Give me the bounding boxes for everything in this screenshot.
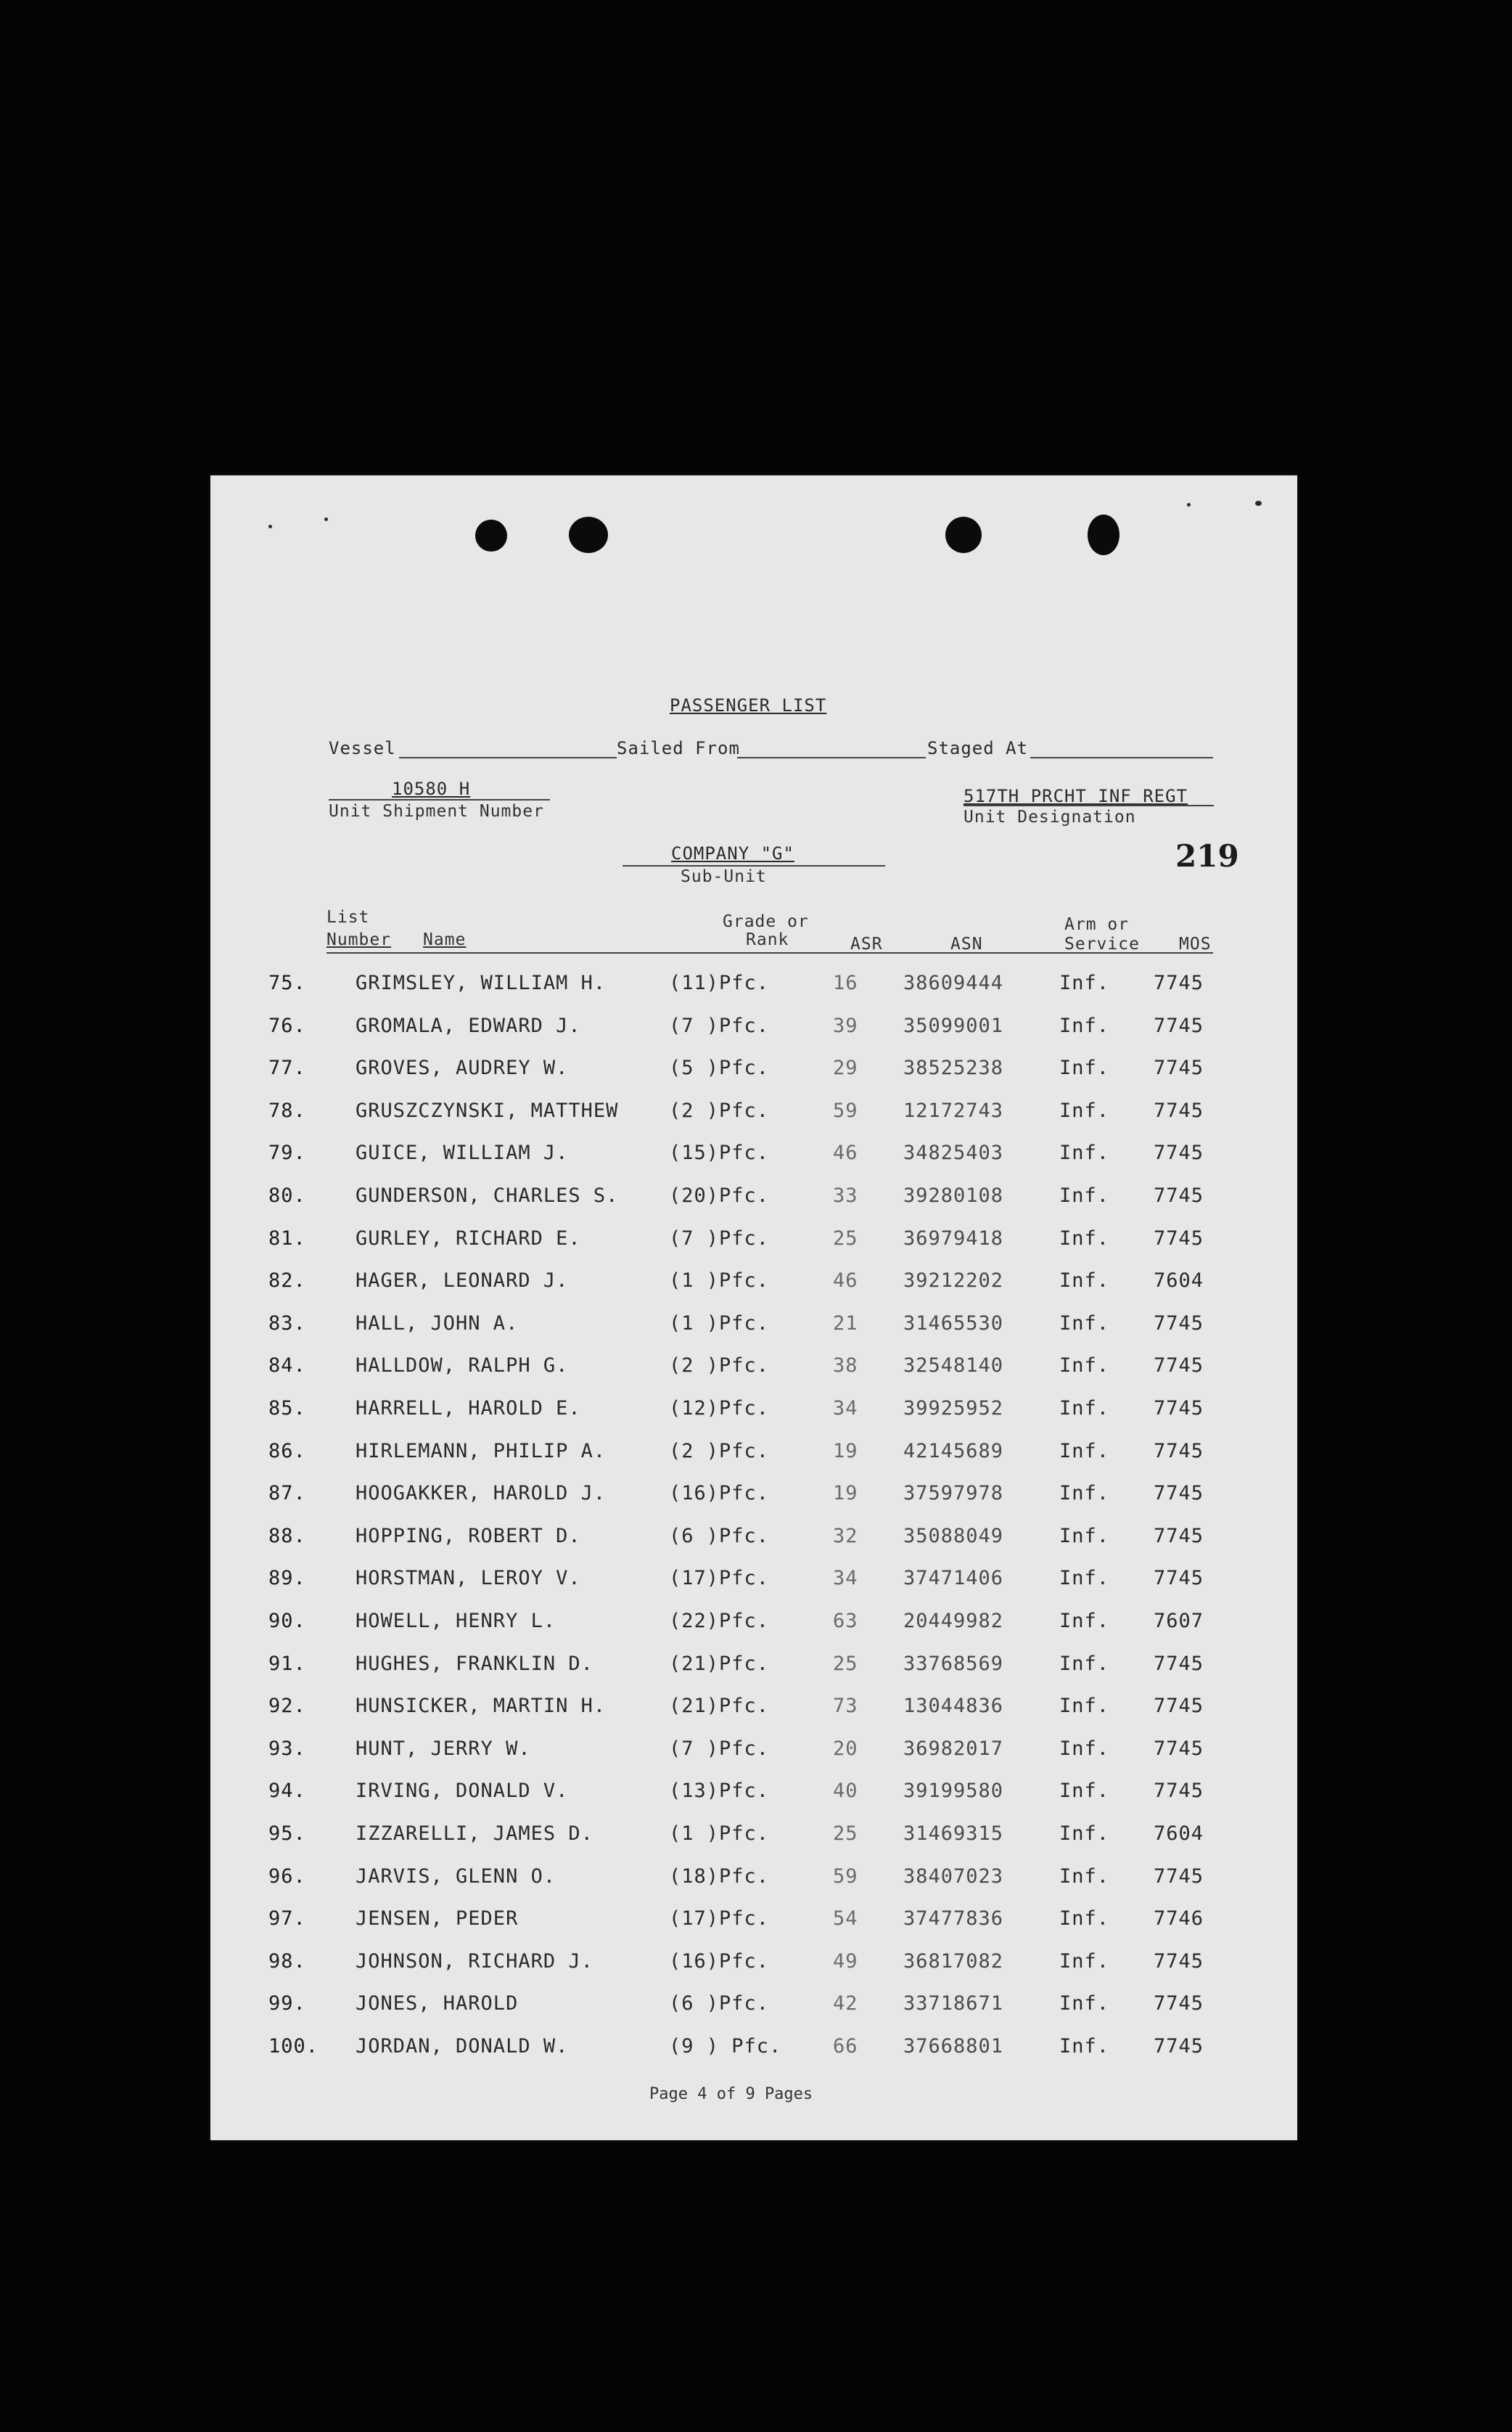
asn-cell: 35099001 (903, 1014, 1004, 1037)
list-number-cell: 81. (268, 1227, 306, 1250)
asn-cell: 38525238 (903, 1057, 1004, 1080)
asr-cell: 40 (833, 1780, 858, 1803)
punch-hole (945, 517, 982, 553)
unit-designation-blank (964, 805, 1214, 806)
asr-cell: 32 (833, 1524, 858, 1547)
list-number-cell: 85. (268, 1397, 306, 1420)
asn-cell: 39925952 (903, 1397, 1004, 1420)
grade-cell: (5 )Pfc. (669, 1057, 770, 1080)
list-number-cell: 91. (268, 1652, 306, 1675)
mos-cell: 7745 (1154, 1949, 1204, 1973)
asr-cell: 46 (833, 1269, 858, 1293)
unit-shipment-label: Unit Shipment Number (329, 802, 544, 821)
table-row (210, 1100, 1297, 1129)
list-number-cell: 100. (268, 2035, 319, 2058)
arm-cell: Inf. (1059, 1439, 1110, 1462)
header-list-number: Number (326, 930, 392, 949)
header-mos: MOS (1179, 935, 1212, 954)
list-number-cell: 82. (268, 1269, 306, 1293)
list-number-cell: 90. (268, 1610, 306, 1632)
list-number-cell: 96. (268, 1864, 306, 1888)
name-cell: JENSEN, PEDER (356, 1907, 519, 1931)
mos-cell: 7745 (1154, 1439, 1204, 1462)
document-title: PASSENGER LIST (670, 695, 827, 716)
mos-cell: 7745 (1154, 1992, 1204, 2015)
list-number-cell: 88. (268, 1524, 306, 1547)
mos-cell: 7745 (1154, 1652, 1204, 1675)
arm-cell: Inf. (1059, 1482, 1110, 1505)
arm-cell: Inf. (1059, 1311, 1110, 1335)
mos-cell: 7745 (1154, 1142, 1204, 1165)
table-row (210, 1695, 1297, 1724)
header-asn: ASN (950, 935, 983, 954)
grade-cell: (12)Pfc. (669, 1397, 770, 1420)
sailed-from-blank (737, 757, 926, 758)
grade-cell: (1 )Pfc. (669, 1311, 770, 1335)
arm-cell: Inf. (1059, 1567, 1110, 1590)
arm-cell: Inf. (1059, 1099, 1110, 1122)
name-cell: JORDAN, DONALD W. (356, 2035, 569, 2058)
table-row (210, 1142, 1297, 1171)
table-row (210, 1227, 1297, 1256)
name-cell: JONES, HAROLD (356, 1992, 519, 2015)
mos-cell: 7745 (1154, 1227, 1204, 1250)
arm-cell: Inf. (1059, 1652, 1110, 1675)
grade-cell: (7 )Pfc. (669, 1227, 770, 1250)
speck (1187, 503, 1191, 507)
name-cell: HUNSICKER, MARTIN H. (356, 1695, 607, 1718)
table-row (210, 972, 1297, 1001)
mos-cell: 7745 (1154, 1864, 1204, 1888)
table-row (210, 1950, 1297, 1979)
name-cell: HARRELL, HAROLD E. (356, 1397, 581, 1420)
asn-cell: 39199580 (903, 1780, 1004, 1803)
sub-unit: COMPANY "G" (671, 843, 794, 864)
asn-cell: 33768569 (903, 1652, 1004, 1675)
punch-hole (1088, 515, 1119, 555)
grade-cell: (21)Pfc. (669, 1695, 770, 1718)
asr-cell: 19 (833, 1482, 858, 1505)
mos-cell: 7746 (1154, 1907, 1204, 1931)
name-cell: HALLDOW, RALPH G. (356, 1354, 569, 1377)
arm-cell: Inf. (1059, 1397, 1110, 1420)
grade-cell: (1 )Pfc. (669, 1269, 770, 1293)
asr-cell: 19 (833, 1439, 858, 1462)
list-number-cell: 75. (268, 972, 306, 994)
arm-cell: Inf. (1059, 1142, 1110, 1165)
mos-cell: 7745 (1154, 1695, 1204, 1718)
name-cell: HAGER, LEONARD J. (356, 1269, 569, 1293)
unit-designation: 517TH PRCHT INF REGT (964, 786, 1188, 806)
grade-cell: (17)Pfc. (669, 1907, 770, 1931)
asn-cell: 38609444 (903, 972, 1004, 994)
mos-cell: 7745 (1154, 1397, 1204, 1420)
asr-cell: 25 (833, 1822, 858, 1845)
asr-cell: 34 (833, 1397, 858, 1420)
table-row (210, 1865, 1297, 1894)
table-row (210, 1184, 1297, 1213)
mos-cell: 7745 (1154, 1014, 1204, 1037)
grade-cell: (7 )Pfc. (669, 1014, 770, 1037)
mos-cell: 7745 (1154, 1354, 1204, 1377)
header-grade-top: Grade or (723, 912, 809, 931)
list-number-cell: 95. (268, 1822, 306, 1845)
name-cell: GRIMSLEY, WILLIAM H. (356, 972, 607, 994)
grade-cell: (1 )Pfc. (669, 1822, 770, 1845)
asn-cell: 31469315 (903, 1822, 1004, 1845)
name-cell: IZZARELLI, JAMES D. (356, 1822, 593, 1845)
arm-cell: Inf. (1059, 1695, 1110, 1718)
arm-cell: Inf. (1059, 1354, 1110, 1377)
grade-cell: (18)Pfc. (669, 1864, 770, 1888)
unit-designation-label: Unit Designation (964, 808, 1136, 827)
mos-cell: 7745 (1154, 1737, 1204, 1760)
table-row (210, 1057, 1297, 1086)
mos-cell: 7745 (1154, 2035, 1204, 2058)
list-number-cell: 89. (268, 1567, 306, 1590)
arm-cell: Inf. (1059, 1610, 1110, 1632)
mos-cell: 7745 (1154, 1482, 1204, 1505)
asr-cell: 38 (833, 1354, 858, 1377)
grade-cell: (2 )Pfc. (669, 1099, 770, 1122)
mos-cell: 7745 (1154, 1099, 1204, 1122)
table-row (210, 1737, 1297, 1766)
list-number-cell: 76. (268, 1014, 306, 1037)
asn-cell: 38407023 (903, 1864, 1004, 1888)
table-row (210, 1397, 1297, 1426)
asn-cell: 31465530 (903, 1311, 1004, 1335)
asn-cell: 37597978 (903, 1482, 1004, 1505)
asr-cell: 59 (833, 1099, 858, 1122)
arm-cell: Inf. (1059, 1014, 1110, 1037)
name-cell: JARVIS, GLENN O. (356, 1864, 556, 1888)
mos-cell: 7607 (1154, 1610, 1204, 1632)
arm-cell: Inf. (1059, 1949, 1110, 1973)
speck (1255, 501, 1262, 506)
mos-cell: 7745 (1154, 1184, 1204, 1207)
asn-cell: 34825403 (903, 1142, 1004, 1165)
list-number-cell: 99. (268, 1992, 306, 2015)
list-number-cell: 84. (268, 1354, 306, 1377)
speck (268, 525, 272, 528)
arm-cell: Inf. (1059, 1737, 1110, 1760)
document-page (210, 475, 1297, 2140)
asr-cell: 66 (833, 2035, 858, 2058)
table-row (210, 1992, 1297, 2021)
mos-cell: 7745 (1154, 1311, 1204, 1335)
asr-cell: 59 (833, 1864, 858, 1888)
asn-cell: 37471406 (903, 1567, 1004, 1590)
asr-cell: 34 (833, 1567, 858, 1590)
table-row (210, 1354, 1297, 1383)
asr-cell: 29 (833, 1057, 858, 1080)
table-row (210, 1015, 1297, 1044)
punch-hole (475, 520, 507, 552)
list-number-cell: 93. (268, 1737, 306, 1760)
grade-cell: (15)Pfc. (669, 1142, 770, 1165)
name-cell: JOHNSON, RICHARD J. (356, 1949, 593, 1973)
list-number-cell: 78. (268, 1099, 306, 1122)
grade-cell: (21)Pfc. (669, 1652, 770, 1675)
name-cell: HALL, JOHN A. (356, 1311, 519, 1335)
table-row (210, 1822, 1297, 1851)
grade-cell: (2 )Pfc. (669, 1354, 770, 1377)
arm-cell: Inf. (1059, 1907, 1110, 1931)
asn-cell: 12172743 (903, 1099, 1004, 1122)
asr-cell: 20 (833, 1737, 858, 1760)
list-number-cell: 77. (268, 1057, 306, 1080)
vessel-label: Vessel (329, 738, 396, 758)
grade-cell: (6 )Pfc. (669, 1992, 770, 2015)
table-row (210, 1780, 1297, 1809)
asr-cell: 63 (833, 1610, 858, 1632)
name-cell: HOWELL, HENRY L. (356, 1610, 556, 1632)
grade-cell: (13)Pfc. (669, 1780, 770, 1803)
name-cell: GRUSZCZYNSKI, MATTHEW (356, 1099, 619, 1122)
page-number-stamp: 219 (1175, 838, 1239, 874)
grade-cell: (7 )Pfc. (669, 1737, 770, 1760)
arm-cell: Inf. (1059, 972, 1110, 994)
asn-cell: 39280108 (903, 1184, 1004, 1207)
unit-shipment-number: 10580 H (392, 779, 471, 799)
arm-cell: Inf. (1059, 1057, 1110, 1080)
table-row (210, 1482, 1297, 1511)
mos-cell: 7745 (1154, 972, 1204, 994)
name-cell: HOPPING, ROBERT D. (356, 1524, 581, 1547)
unit-shipment-blank (329, 799, 550, 801)
grade-cell: (9 ) Pfc. (669, 2035, 782, 2058)
grade-cell: (16)Pfc. (669, 1949, 770, 1973)
table-row (210, 1269, 1297, 1298)
asr-cell: 16 (833, 972, 858, 994)
header-grade: Rank (746, 930, 789, 949)
arm-cell: Inf. (1059, 1269, 1110, 1293)
mos-cell: 7604 (1154, 1269, 1204, 1293)
asn-cell: 32548140 (903, 1354, 1004, 1377)
mos-cell: 7745 (1154, 1524, 1204, 1547)
asr-cell: 39 (833, 1014, 858, 1037)
list-number-cell: 92. (268, 1695, 306, 1718)
staged-at-label: Staged At (927, 738, 1029, 758)
sub-unit-blank (623, 865, 885, 867)
grade-cell: (6 )Pfc. (669, 1524, 770, 1547)
list-number-cell: 80. (268, 1184, 306, 1207)
arm-cell: Inf. (1059, 1822, 1110, 1845)
asr-cell: 25 (833, 1652, 858, 1675)
grade-cell: (16)Pfc. (669, 1482, 770, 1505)
name-cell: HOOGAKKER, HAROLD J. (356, 1482, 607, 1505)
asn-cell: 36817082 (903, 1949, 1004, 1973)
mos-cell: 7604 (1154, 1822, 1204, 1845)
punch-hole (569, 517, 608, 553)
arm-cell: Inf. (1059, 1992, 1110, 2015)
table-row (210, 1312, 1297, 1341)
asr-cell: 54 (833, 1907, 858, 1931)
asn-cell: 33718671 (903, 1992, 1004, 2015)
sub-unit-label: Sub-Unit (681, 867, 767, 886)
asr-cell: 42 (833, 1992, 858, 2015)
list-number-cell: 98. (268, 1949, 306, 1973)
name-cell: GROMALA, EDWARD J. (356, 1014, 581, 1037)
asr-cell: 73 (833, 1695, 858, 1718)
list-number-cell: 86. (268, 1439, 306, 1462)
list-number-cell: 79. (268, 1142, 306, 1165)
name-cell: GUNDERSON, CHARLES S. (356, 1184, 619, 1207)
speck (324, 517, 328, 521)
table-row (210, 1907, 1297, 1936)
asn-cell: 13044836 (903, 1695, 1004, 1718)
asr-cell: 46 (833, 1142, 858, 1165)
table-row (210, 1610, 1297, 1639)
name-cell: GUICE, WILLIAM J. (356, 1142, 569, 1165)
asn-cell: 36982017 (903, 1737, 1004, 1760)
asr-cell: 25 (833, 1227, 858, 1250)
header-arm: Service (1064, 935, 1140, 954)
table-row (210, 2035, 1297, 2064)
name-cell: GURLEY, RICHARD E. (356, 1227, 581, 1250)
grade-cell: (20)Pfc. (669, 1184, 770, 1207)
table-row (210, 1653, 1297, 1682)
list-number-cell: 97. (268, 1907, 306, 1931)
list-number-cell: 94. (268, 1780, 306, 1803)
name-cell: HORSTMAN, LEROY V. (356, 1567, 581, 1590)
arm-cell: Inf. (1059, 1227, 1110, 1250)
asn-cell: 35088049 (903, 1524, 1004, 1547)
asr-cell: 21 (833, 1311, 858, 1335)
table-row (210, 1525, 1297, 1554)
header-name: Name (423, 930, 467, 949)
mos-cell: 7745 (1154, 1567, 1204, 1590)
arm-cell: Inf. (1059, 1864, 1110, 1888)
asn-cell: 39212202 (903, 1269, 1004, 1293)
asn-cell: 37477836 (903, 1907, 1004, 1931)
name-cell: HIRLEMANN, PHILIP A. (356, 1439, 607, 1462)
page-footer: Page 4 of 9 Pages (649, 2085, 813, 2103)
mos-cell: 7745 (1154, 1780, 1204, 1803)
arm-cell: Inf. (1059, 1524, 1110, 1547)
grade-cell: (11)Pfc. (669, 972, 770, 994)
asn-cell: 42145689 (903, 1439, 1004, 1462)
list-number-cell: 87. (268, 1482, 306, 1505)
name-cell: GROVES, AUDREY W. (356, 1057, 569, 1080)
arm-cell: Inf. (1059, 2035, 1110, 2058)
vessel-blank (399, 757, 617, 758)
sailed-from-label: Sailed From (617, 738, 740, 758)
name-cell: HUNT, JERRY W. (356, 1737, 531, 1760)
arm-cell: Inf. (1059, 1780, 1110, 1803)
table-row (210, 1567, 1297, 1596)
asr-cell: 49 (833, 1949, 858, 1973)
name-cell: IRVING, DONALD V. (356, 1780, 569, 1803)
grade-cell: (22)Pfc. (669, 1610, 770, 1632)
asn-cell: 20449982 (903, 1610, 1004, 1632)
mos-cell: 7745 (1154, 1057, 1204, 1080)
name-cell: HUGHES, FRANKLIN D. (356, 1652, 593, 1675)
header-arm-top: Arm or (1064, 915, 1130, 934)
arm-cell: Inf. (1059, 1184, 1110, 1207)
grade-cell: (17)Pfc. (669, 1567, 770, 1590)
header-asr: ASR (850, 935, 883, 954)
header-list-top: List (326, 908, 370, 927)
asn-cell: 36979418 (903, 1227, 1004, 1250)
table-row (210, 1440, 1297, 1469)
asr-cell: 33 (833, 1184, 858, 1207)
grade-cell: (2 )Pfc. (669, 1439, 770, 1462)
asn-cell: 37668801 (903, 2035, 1004, 2058)
staged-at-blank (1030, 757, 1213, 758)
list-number-cell: 83. (268, 1311, 306, 1335)
